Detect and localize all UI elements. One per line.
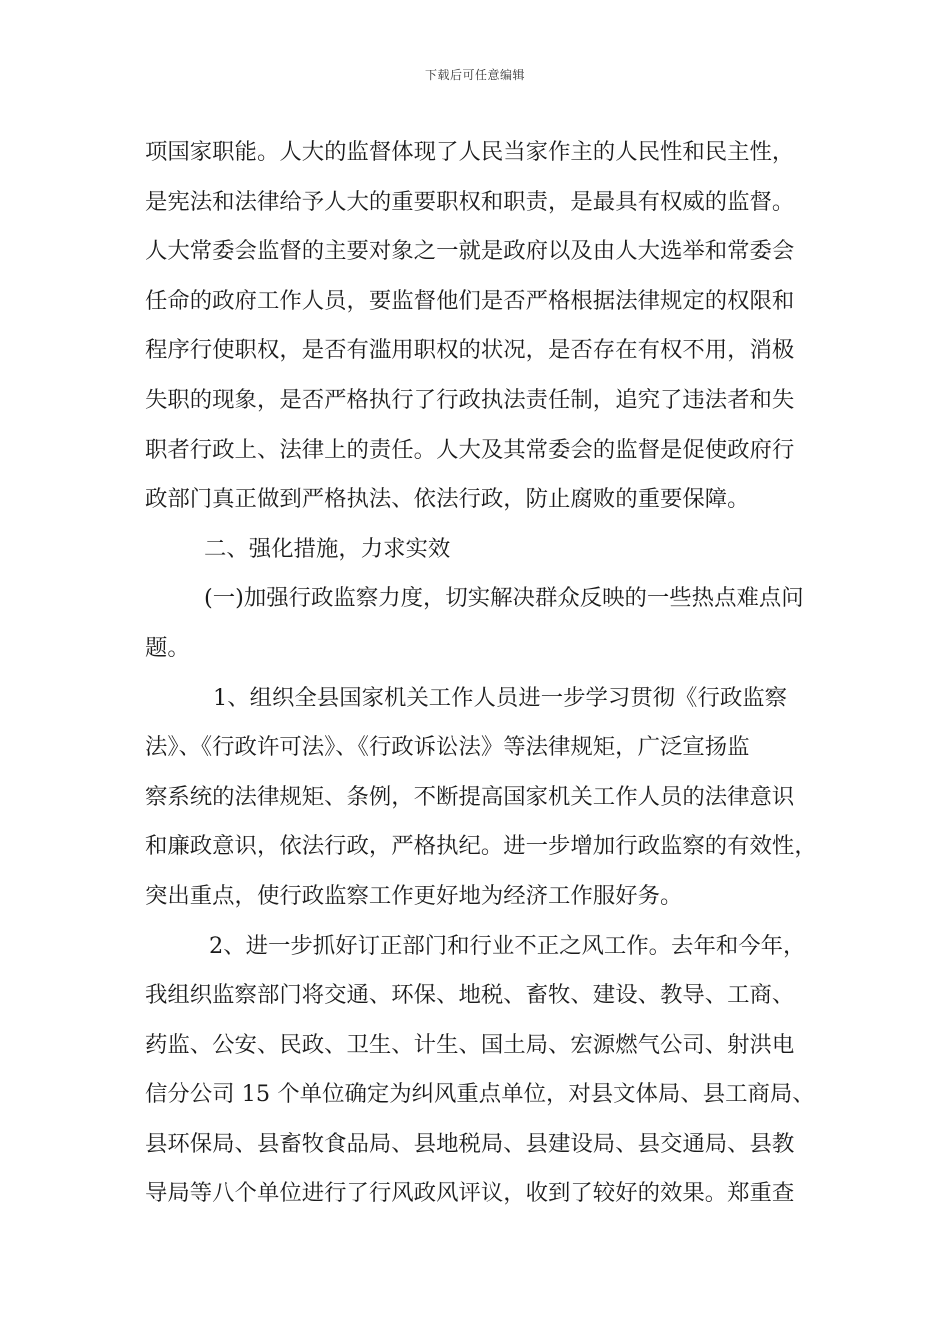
text-line: 察系统的法律规矩、条例，不断提高国家机关工作人员的法律意识 bbox=[145, 783, 795, 810]
text-line: 县环保局、县畜牧食品局、县地税局、县建设局、县交通局、县教 bbox=[145, 1130, 795, 1157]
text-line: 任命的政府工作人员，要监督他们是否严格根据法律规定的权限和 bbox=[145, 287, 795, 314]
list-item-1-start: 1、组织全县国家机关工作人员进一步学习贯彻《行政监察 bbox=[213, 684, 788, 711]
subsection-heading: (一)加强行政监察力度，切实解决群众反映的一些热点难点问 bbox=[204, 585, 804, 612]
text-line: 法》、《行政许可法》、《行政诉讼法》等法律规矩，广泛宣扬监 bbox=[145, 734, 750, 761]
text-line: 职者行政上、法律上的责任。人大及其常委会的监督是促使政府行 bbox=[145, 436, 795, 463]
document-body bbox=[145, 128, 825, 1219]
section-heading: 二、强化措施，力求实效 bbox=[204, 535, 451, 562]
text-line: 是宪法和法律给予人大的重要职权和职责，是最具有权威的监督。 bbox=[145, 188, 795, 215]
text-line: 我组织监察部门将交通、环保、地税、畜牧、建设、教导、工商、 bbox=[145, 982, 795, 1009]
text-line: 项国家职能。人大的监督体现了人民当家作主的人民性和民主性， bbox=[145, 139, 795, 165]
text-line: 政部门真正做到严格执法、依法行政，防止腐败的重要保障。 bbox=[145, 486, 750, 513]
text-line: 突出重点，使行政监察工作更好地为经济工作服好务。 bbox=[145, 882, 683, 909]
page-header: 下载后可任意编辑 bbox=[424, 68, 525, 82]
text-line: 信分公司 15 个单位确定为纠风重点单位，对县文体局、县工商局、 bbox=[145, 1081, 815, 1108]
text-line: 和廉政意识，依法行政，严格执纪。进一步增加行政监察的有效性， bbox=[145, 833, 817, 860]
text-line: 药监、公安、民政、卫生、计生、国土局、宏源燃气公司、射洪电 bbox=[145, 1031, 795, 1058]
list-item-2-start: 2、进一步抓好订正部门和行业不正之风工作。去年和今年， bbox=[209, 932, 806, 959]
text-line: 题。 bbox=[145, 634, 190, 661]
text-line: 人大常委会监督的主要对象之一就是政府以及由人大选举和常委会 bbox=[145, 238, 795, 265]
text-line: 导局等八个单位进行了行风政风评议，收到了较好的效果。郑重查 bbox=[145, 1180, 795, 1207]
text-line: 程序行使职权，是否有滥用职权的状况，是否存在有权不用，消极 bbox=[145, 337, 795, 364]
text-line: 失职的现象，是否严格执行了行政执法责任制，追究了违法者和失 bbox=[145, 386, 795, 413]
